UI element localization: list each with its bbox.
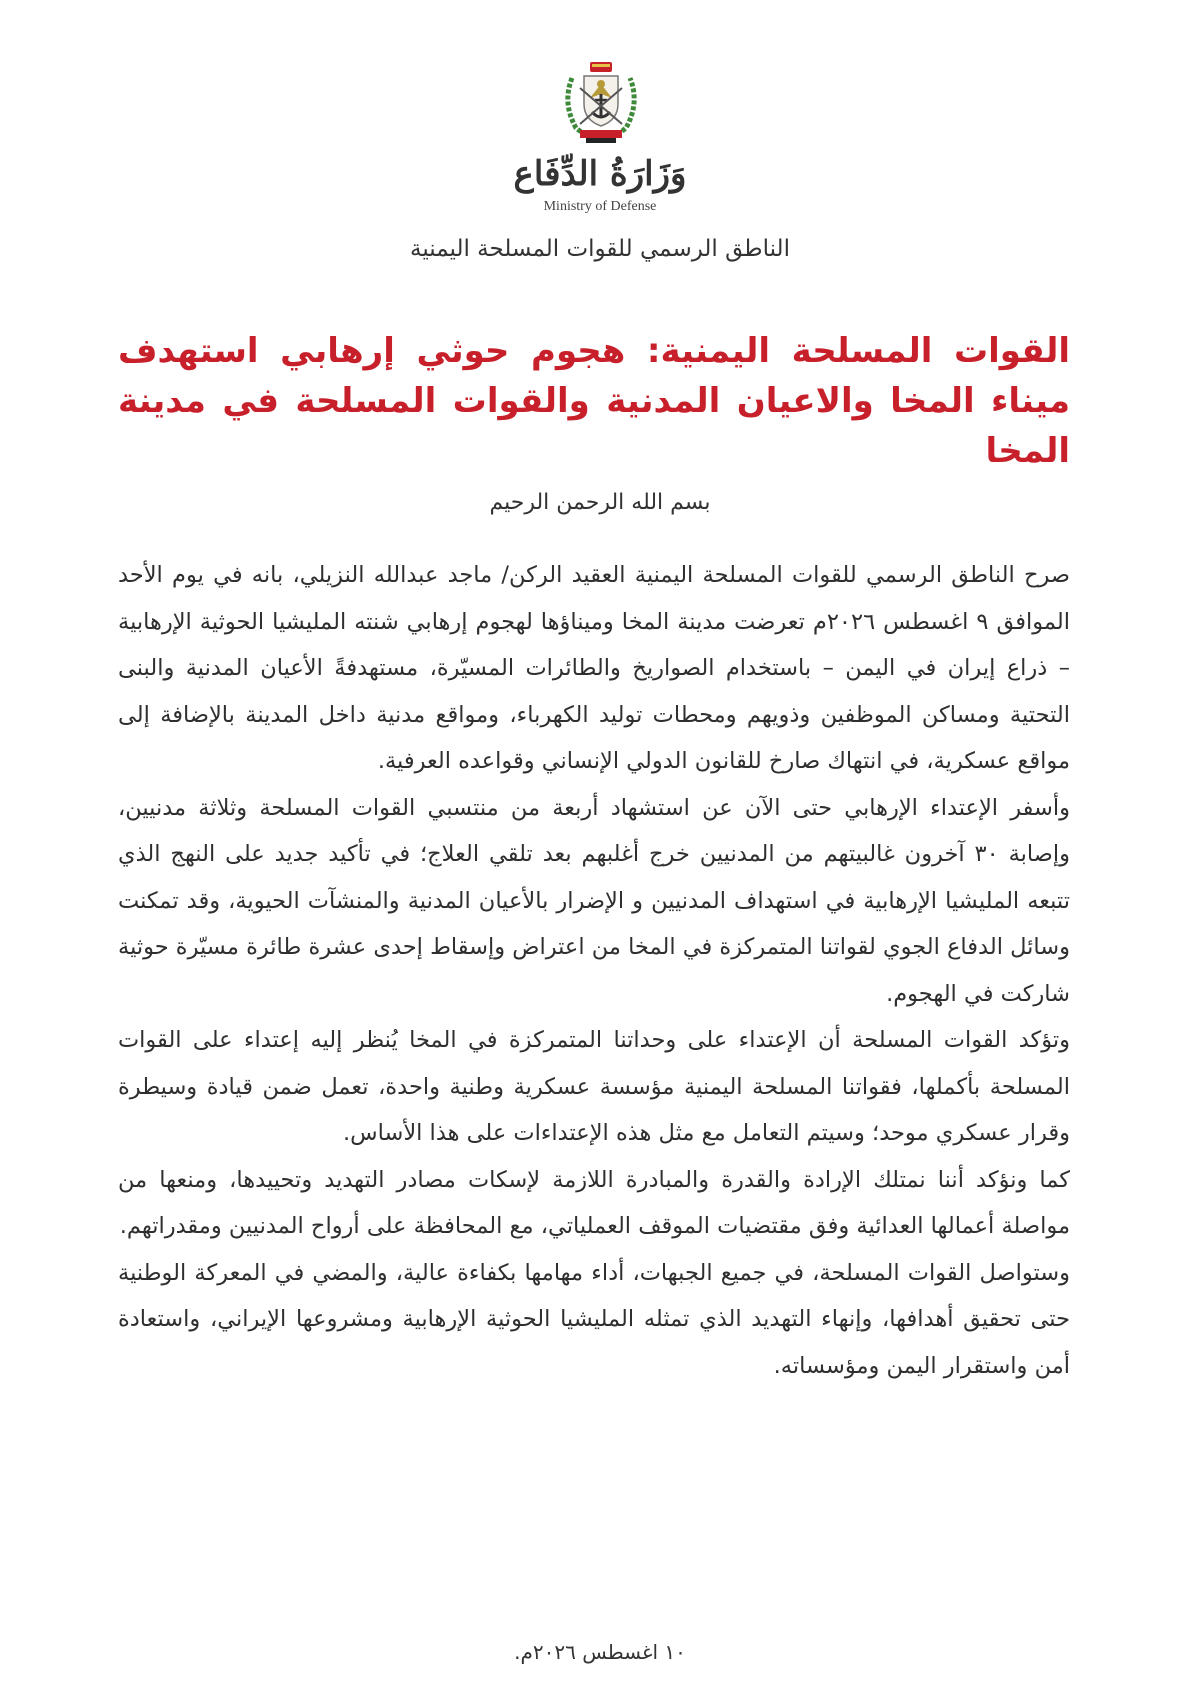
paragraph-3: وتؤكد القوات المسلحة أن الإعتداء على وحداتنا المتمركزة في المخا يُنظر إليه إعتداء على القوات المسلحة بأكملها، فقواتنا المسلحة اليمنية مؤسسة عسكرية وطنية واحدة، تعمل ضمن قيادة وسيطرة وقرار عسكري موحد؛ وسيتم التعامل مع مثل هذه الإعتداءات على هذا الأساس.: [118, 1027, 1070, 1146]
press-release-title: القوات المسلحة اليمنية: هجوم حوثي إرهابي استهدف ميناء المخا والاعيان المدنية والقوات المسلحة في مدينة المخا: [118, 331, 1070, 471]
basmala: بسم الله الرحمن الرحيم: [489, 490, 711, 515]
ministry-name-arabic: وَزَارَةُ الدِّفَاع: [513, 154, 687, 194]
spokesman-heading: الناطق الرسمي للقوات المسلحة اليمنية: [410, 236, 790, 262]
ministry-name-english: Ministry of Defense: [543, 199, 657, 214]
paragraph-2: وأسفر الإعتداء الإرهابي حتى الآن عن استشهاد أربعة من منتسبي القوات المسلحة وثلاثة مدنيين، وإصابة ٣٠ آخرون غالبيتهم من المدنيين خرج أغلبهم بعد تلقي العلاج؛ في تأكيد جديد على النهج الذي تتبعه المليشيا الإرهابية في استهداف المدنيين و الإضرار بالأعيان المدنية والمنشآت الحيوية، وقد تمكنت وسائل الدفاع الجوي لقواتنا المتمركزة في المخا من اعتراض وإسقاط إحدى عشرة طائرة مسيّرة حوثية شاركت في الهجوم.: [118, 794, 1070, 1007]
statement-date: ١٠ اغسطس ٢٠٢٦م.: [514, 1640, 686, 1664]
paragraph-5: وستواصل القوات المسلحة، في جميع الجبهات، أداء مهامها بكفاءة عالية، والمضي في المعركة الوطنية حتى تحقيق أهدافها، وإنهاء التهديد الذي تمثله المليشيا الحوثية الإرهابية ومشروعها الإيراني، واستعادة أمن واستقرار اليمن ومؤسساته.: [118, 1259, 1070, 1379]
statement-body: [118, 552, 1070, 1389]
paragraph-1: صرح الناطق الرسمي للقوات المسلحة اليمنية العقيد الركن/ ماجد عبدالله النزيلي، بانه في يوم الأحد الموافق ٩ اغسطس ٢٠٢٦م تعرضت مدينة المخا وميناؤها لهجوم إرهابي شنته المليشيا الحوثية الإرهابية – ذراع إيران في اليمن – باستخدام الصواريخ والطائرات المسيّرة، مستهدفةً الأعيان المدنية والبنى التحتية ومساكن الموظفين وذويهم ومحطات توليد الكهرباء، ومواقع مدنية داخل المدينة بالإضافة إلى مواقع عسكرية، في انتهاك صارخ للقانون الدولي الإنساني وقواعده العرفية.: [118, 562, 1070, 774]
paragraph-4: كما ونؤكد أننا نمتلك الإرادة والقدرة والمبادرة اللازمة لإسكات مصادر التهديد وتحييدها، ومنعها من مواصلة أعمالها العدائية وفق مقتضيات الموقف العملياتي، مع المحافظة على أرواح المدنيين ومقدراتهم.: [118, 1166, 1070, 1239]
ministry-emblem-icon: [560, 58, 642, 146]
